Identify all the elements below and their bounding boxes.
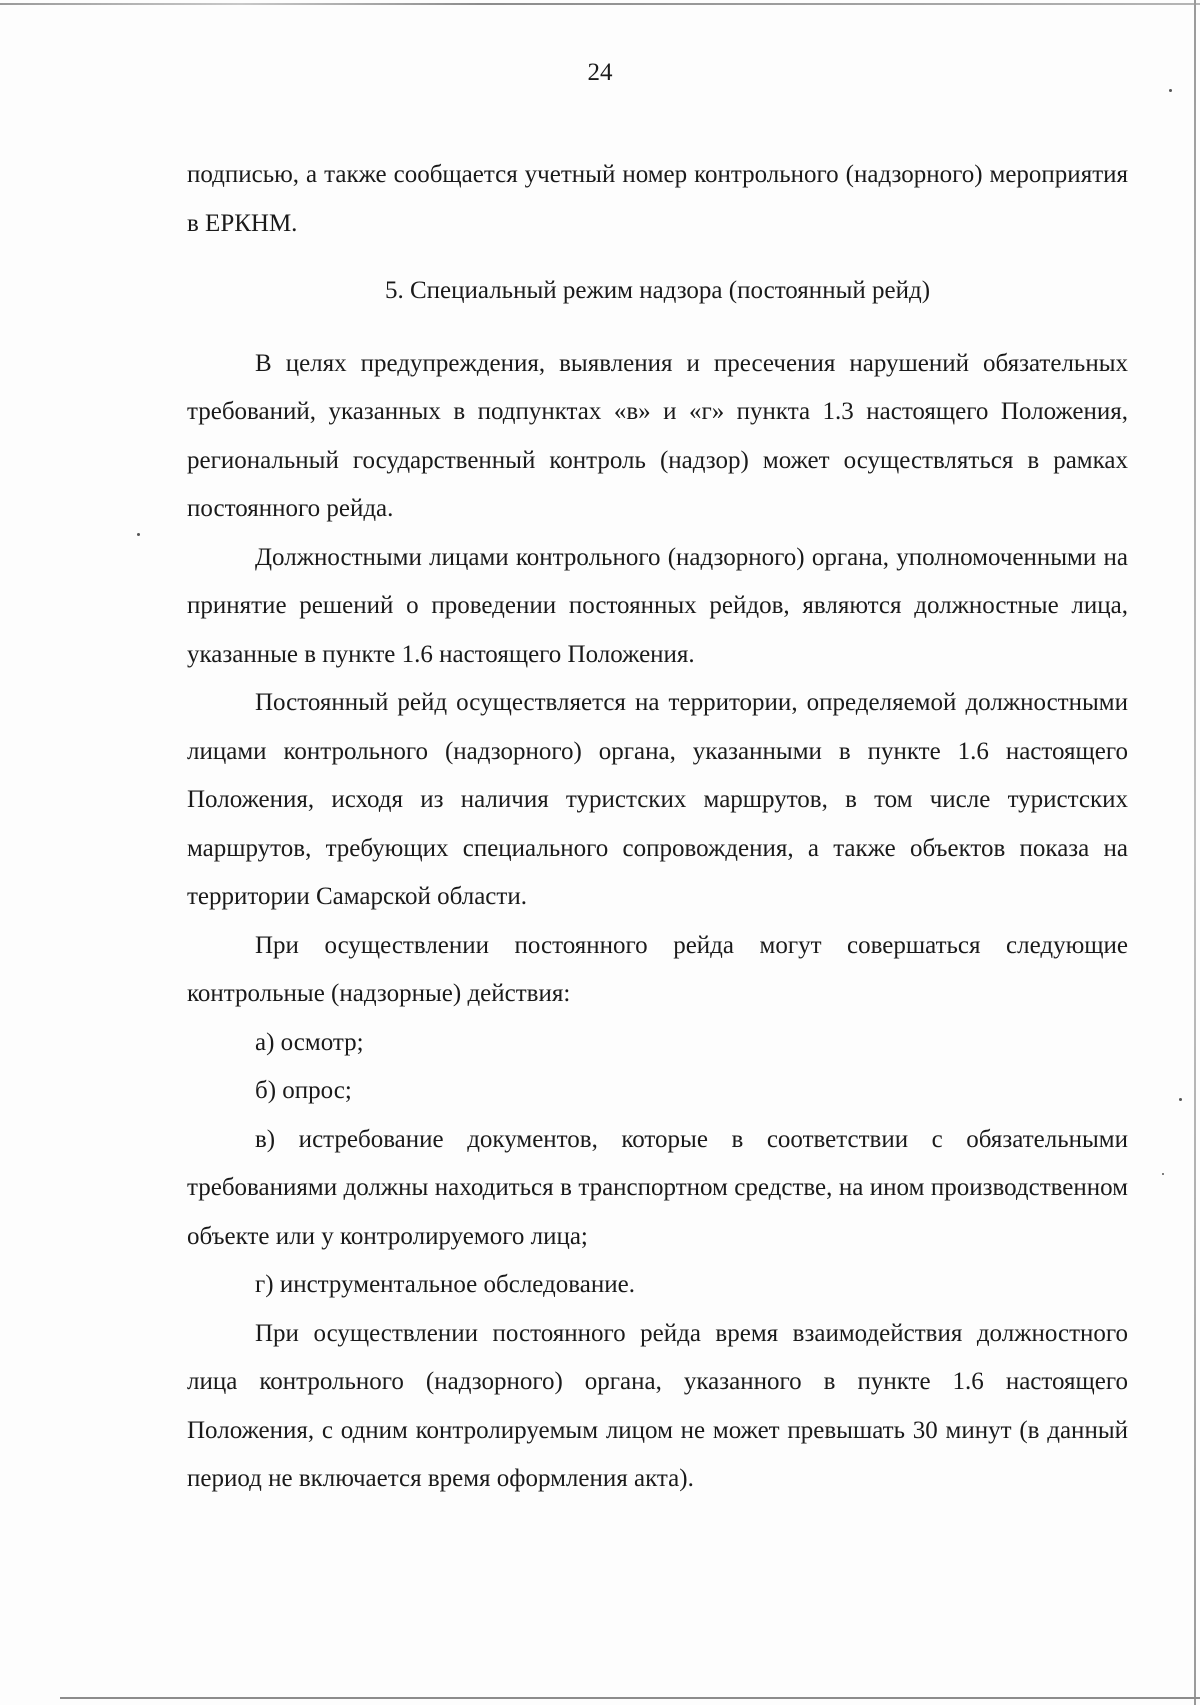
scan-speck (1162, 1173, 1164, 1175)
paragraph: Должностными лицами контрольного (надзорного) органа, уполномоченными на принятие решений о проведении постоянных рейдов, являются должностные лица, указанные в пункте 1.6 настоящего Положения. (187, 543, 1128, 668)
scan-edge-top (0, 3, 1200, 5)
paragraph: В целях предупреждения, выявления и пресечения нарушений обязательных требований, указанных в подпунктах «в» и «г» пункта 1.3 настоящего Положения, региональный государственный контроль (надзор) может осуществляться в рамках постоянного рейда. (187, 349, 1128, 522)
scan-speck (1179, 1098, 1182, 1101)
document-body (187, 151, 1128, 1504)
scan-edge-right (1194, 0, 1196, 1705)
paragraph-continuation: подписью, а также сообщается учетный номер контрольного (надзорного) мероприятия в ЕРКНМ. (187, 161, 1128, 237)
list-item-v: в) истребование документов, которые в соответствии с обязательными требованиями должны находиться в транспортном средстве, на ином производственном объекте или у контролируемого лица; (187, 1125, 1128, 1250)
page-number: 24 (587, 59, 613, 86)
list-item-g: г) инструментальное обследование. (255, 1271, 635, 1298)
scan-edge-bottom (60, 1697, 1200, 1699)
list-item-a: а) осмотр; (255, 1028, 364, 1056)
list-item-b: б) опрос; (255, 1077, 352, 1104)
paragraph: Постоянный рейд осуществляется на территории, определяемой должностными лицами контрольного (надзорного) органа, указанными в пункте 1.6 настоящего Положения, исходя из наличия туристских маршрутов, в том числе туристских маршрутов, требующих специального сопровождения, а также объектов показа на территории Самарской области. (187, 689, 1128, 910)
paragraph: При осуществлении постоянного рейда могут совершаться следующие контрольные (надзорные) действия: (187, 931, 1128, 1007)
section-heading: 5. Специальный режим надзора (постоянный рейд) (384, 277, 931, 304)
scan-speck (1169, 89, 1172, 92)
scan-speck (137, 533, 140, 536)
paragraph: При осуществлении постоянного рейда время взаимодействия должностного лица контрольного (надзорного) органа, указанного в пункте 1.6 настоящего Положения, с одним контролируемым лицом не может превышать 30 минут (в данный период не включается время оформления акта). (187, 1319, 1128, 1492)
